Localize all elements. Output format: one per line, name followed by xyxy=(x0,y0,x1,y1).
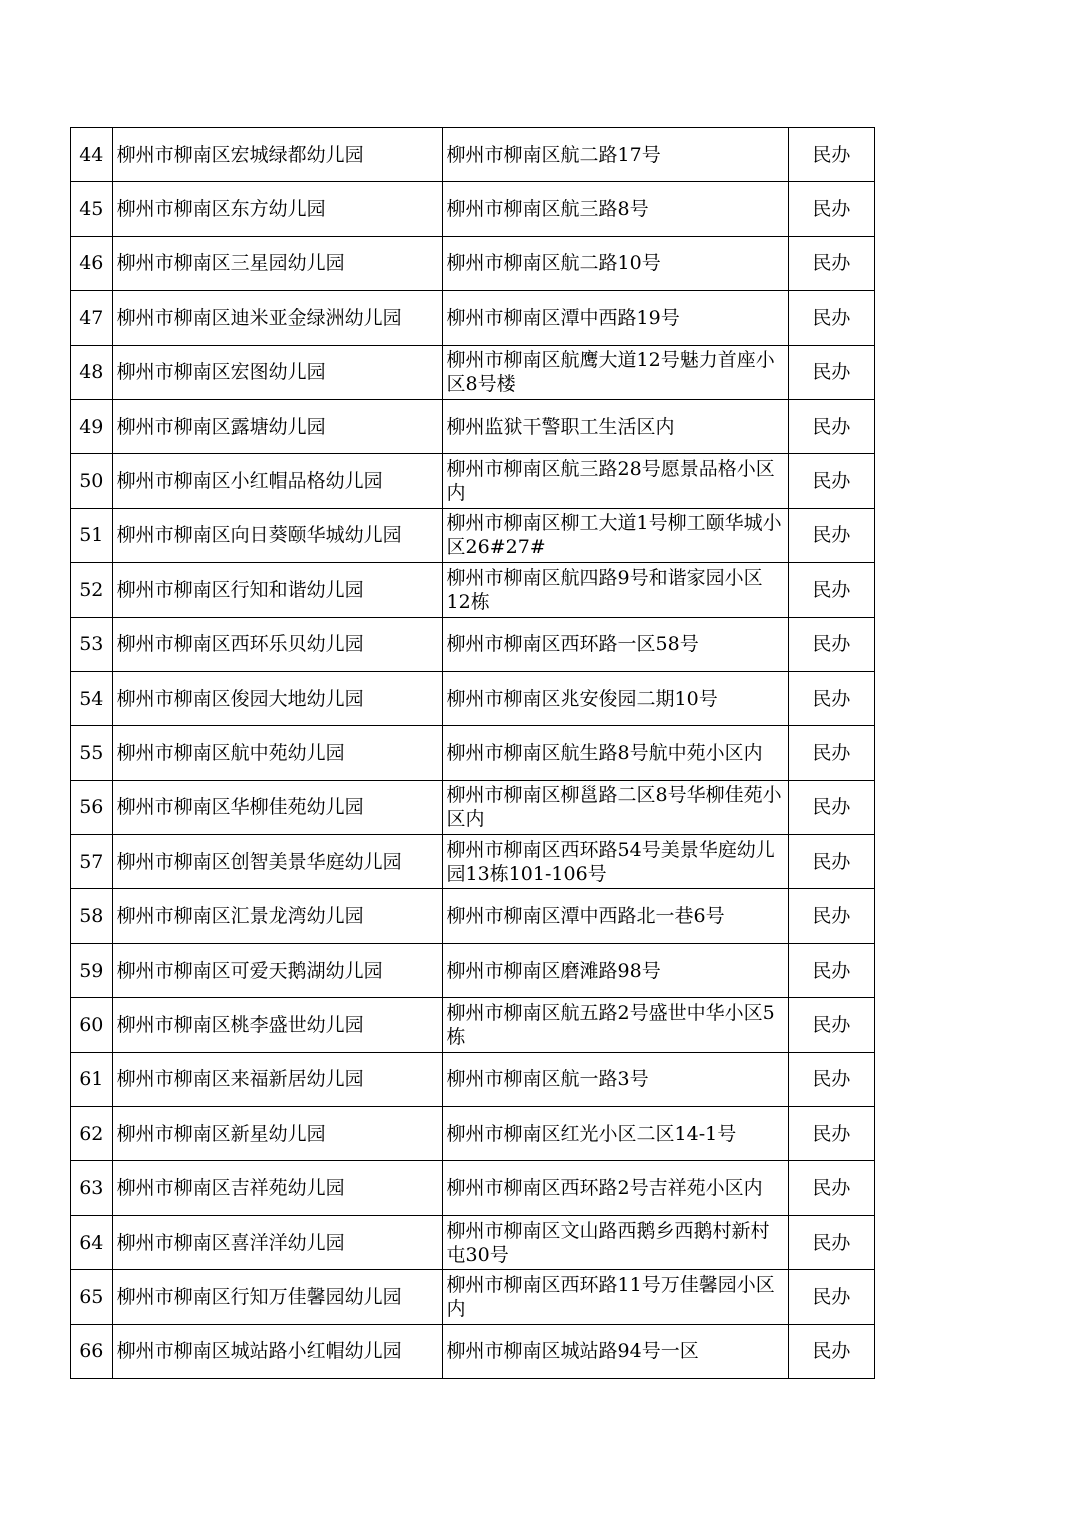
address-cell: 柳州市柳南区柳工大道1号柳工颐华城小区26#27# xyxy=(442,508,788,562)
ownership-type-cell: 民办 xyxy=(788,943,874,997)
address-cell: 柳州市柳南区西环路一区58号 xyxy=(442,617,788,671)
ownership-type-cell: 民办 xyxy=(788,998,874,1052)
row-number-cell: 45 xyxy=(71,182,113,236)
ownership-type-cell: 民办 xyxy=(788,671,874,725)
row-number-cell: 64 xyxy=(71,1215,113,1269)
table-row xyxy=(71,943,875,997)
row-number-cell: 61 xyxy=(71,1052,113,1106)
ownership-type-cell: 民办 xyxy=(788,563,874,617)
ownership-type-cell: 民办 xyxy=(788,182,874,236)
row-number-cell: 46 xyxy=(71,236,113,290)
row-number-cell: 59 xyxy=(71,943,113,997)
table-row xyxy=(71,671,875,725)
ownership-type-cell: 民办 xyxy=(788,236,874,290)
table-row xyxy=(71,780,875,834)
kindergarten-name-cell: 柳州市柳南区创智美景华庭幼儿园 xyxy=(112,835,442,889)
row-number-cell: 44 xyxy=(71,128,113,182)
row-number-cell: 65 xyxy=(71,1270,113,1324)
address-cell: 柳州市柳南区西环路54号美景华庭幼儿园13栋101-106号 xyxy=(442,835,788,889)
address-cell: 柳州市柳南区磨滩路98号 xyxy=(442,943,788,997)
kindergarten-name-cell: 柳州市柳南区行知和谐幼儿园 xyxy=(112,563,442,617)
table-row xyxy=(71,291,875,345)
table-row xyxy=(71,508,875,562)
row-number-cell: 66 xyxy=(71,1324,113,1378)
kindergarten-name-cell: 柳州市柳南区新星幼儿园 xyxy=(112,1107,442,1161)
kindergarten-name-cell: 柳州市柳南区航中苑幼儿园 xyxy=(112,726,442,780)
kindergarten-name-cell: 柳州市柳南区宏图幼儿园 xyxy=(112,345,442,399)
table-row xyxy=(71,182,875,236)
kindergarten-name-cell: 柳州市柳南区向日葵颐华城幼儿园 xyxy=(112,508,442,562)
kindergarten-name-cell: 柳州市柳南区城站路小红帽幼儿园 xyxy=(112,1324,442,1378)
ownership-type-cell: 民办 xyxy=(788,617,874,671)
table-row xyxy=(71,617,875,671)
table-row xyxy=(71,1161,875,1215)
address-cell: 柳州市柳南区兆安俊园二期10号 xyxy=(442,671,788,725)
row-number-cell: 55 xyxy=(71,726,113,780)
ownership-type-cell: 民办 xyxy=(788,345,874,399)
table-row xyxy=(71,1052,875,1106)
kindergarten-name-cell: 柳州市柳南区露塘幼儿园 xyxy=(112,399,442,453)
ownership-type-cell: 民办 xyxy=(788,291,874,345)
ownership-type-cell: 民办 xyxy=(788,889,874,943)
table-row xyxy=(71,128,875,182)
address-cell: 柳州市柳南区红光小区二区14-1号 xyxy=(442,1107,788,1161)
kindergarten-name-cell: 柳州市柳南区东方幼儿园 xyxy=(112,182,442,236)
address-cell: 柳州市柳南区柳邕路二区8号华柳佳苑小区内 xyxy=(442,780,788,834)
row-number-cell: 48 xyxy=(71,345,113,399)
ownership-type-cell: 民办 xyxy=(788,1215,874,1269)
kindergarten-name-cell: 柳州市柳南区迪米亚金绿洲幼儿园 xyxy=(112,291,442,345)
ownership-type-cell: 民办 xyxy=(788,454,874,508)
kindergarten-name-cell: 柳州市柳南区西环乐贝幼儿园 xyxy=(112,617,442,671)
address-cell: 柳州市柳南区潭中西路19号 xyxy=(442,291,788,345)
kindergarten-table xyxy=(70,127,875,1379)
table-row xyxy=(71,726,875,780)
kindergarten-name-cell: 柳州市柳南区小红帽品格幼儿园 xyxy=(112,454,442,508)
address-cell: 柳州市柳南区航四路9号和谐家园小区12栋 xyxy=(442,563,788,617)
ownership-type-cell: 民办 xyxy=(788,1270,874,1324)
kindergarten-name-cell: 柳州市柳南区华柳佳苑幼儿园 xyxy=(112,780,442,834)
address-cell: 柳州市柳南区西环路11号万佳馨园小区内 xyxy=(442,1270,788,1324)
table-row xyxy=(71,835,875,889)
table-row xyxy=(71,1107,875,1161)
row-number-cell: 52 xyxy=(71,563,113,617)
ownership-type-cell: 民办 xyxy=(788,780,874,834)
ownership-type-cell: 民办 xyxy=(788,726,874,780)
table-row xyxy=(71,1270,875,1324)
table-row xyxy=(71,236,875,290)
row-number-cell: 53 xyxy=(71,617,113,671)
address-cell: 柳州市柳南区潭中西路北一巷6号 xyxy=(442,889,788,943)
table-row xyxy=(71,399,875,453)
address-cell: 柳州市柳南区航二路17号 xyxy=(442,128,788,182)
kindergarten-name-cell: 柳州市柳南区俊园大地幼儿园 xyxy=(112,671,442,725)
address-cell: 柳州监狱干警职工生活区内 xyxy=(442,399,788,453)
address-cell: 柳州市柳南区航生路8号航中苑小区内 xyxy=(442,726,788,780)
ownership-type-cell: 民办 xyxy=(788,1324,874,1378)
ownership-type-cell: 民办 xyxy=(788,835,874,889)
kindergarten-name-cell: 柳州市柳南区来福新居幼儿园 xyxy=(112,1052,442,1106)
row-number-cell: 62 xyxy=(71,1107,113,1161)
address-cell: 柳州市柳南区西环路2号吉祥苑小区内 xyxy=(442,1161,788,1215)
address-cell: 柳州市柳南区航鹰大道12号魅力首座小区8号楼 xyxy=(442,345,788,399)
address-cell: 柳州市柳南区航二路10号 xyxy=(442,236,788,290)
ownership-type-cell: 民办 xyxy=(788,128,874,182)
ownership-type-cell: 民办 xyxy=(788,1052,874,1106)
table-row xyxy=(71,345,875,399)
address-cell: 柳州市柳南区航三路8号 xyxy=(442,182,788,236)
row-number-cell: 50 xyxy=(71,454,113,508)
table-row xyxy=(71,563,875,617)
table-row xyxy=(71,889,875,943)
table-row xyxy=(71,1215,875,1269)
address-cell: 柳州市柳南区文山路西鹅乡西鹅村新村屯30号 xyxy=(442,1215,788,1269)
kindergarten-name-cell: 柳州市柳南区三星园幼儿园 xyxy=(112,236,442,290)
ownership-type-cell: 民办 xyxy=(788,1161,874,1215)
table-body xyxy=(71,128,875,1379)
kindergarten-name-cell: 柳州市柳南区行知万佳馨园幼儿园 xyxy=(112,1270,442,1324)
ownership-type-cell: 民办 xyxy=(788,508,874,562)
table-row xyxy=(71,1324,875,1378)
row-number-cell: 54 xyxy=(71,671,113,725)
address-cell: 柳州市柳南区航一路3号 xyxy=(442,1052,788,1106)
address-cell: 柳州市柳南区城站路94号一区 xyxy=(442,1324,788,1378)
row-number-cell: 56 xyxy=(71,780,113,834)
address-cell: 柳州市柳南区航五路2号盛世中华小区5栋 xyxy=(442,998,788,1052)
kindergarten-name-cell: 柳州市柳南区汇景龙湾幼儿园 xyxy=(112,889,442,943)
kindergarten-name-cell: 柳州市柳南区吉祥苑幼儿园 xyxy=(112,1161,442,1215)
address-cell: 柳州市柳南区航三路28号愿景品格小区内 xyxy=(442,454,788,508)
row-number-cell: 60 xyxy=(71,998,113,1052)
table-row xyxy=(71,454,875,508)
ownership-type-cell: 民办 xyxy=(788,399,874,453)
kindergarten-name-cell: 柳州市柳南区喜洋洋幼儿园 xyxy=(112,1215,442,1269)
ownership-type-cell: 民办 xyxy=(788,1107,874,1161)
row-number-cell: 58 xyxy=(71,889,113,943)
row-number-cell: 51 xyxy=(71,508,113,562)
table-row xyxy=(71,998,875,1052)
row-number-cell: 47 xyxy=(71,291,113,345)
row-number-cell: 49 xyxy=(71,399,113,453)
kindergarten-name-cell: 柳州市柳南区桃李盛世幼儿园 xyxy=(112,998,442,1052)
kindergarten-name-cell: 柳州市柳南区宏城绿都幼儿园 xyxy=(112,128,442,182)
row-number-cell: 57 xyxy=(71,835,113,889)
kindergarten-name-cell: 柳州市柳南区可爱天鹅湖幼儿园 xyxy=(112,943,442,997)
row-number-cell: 63 xyxy=(71,1161,113,1215)
